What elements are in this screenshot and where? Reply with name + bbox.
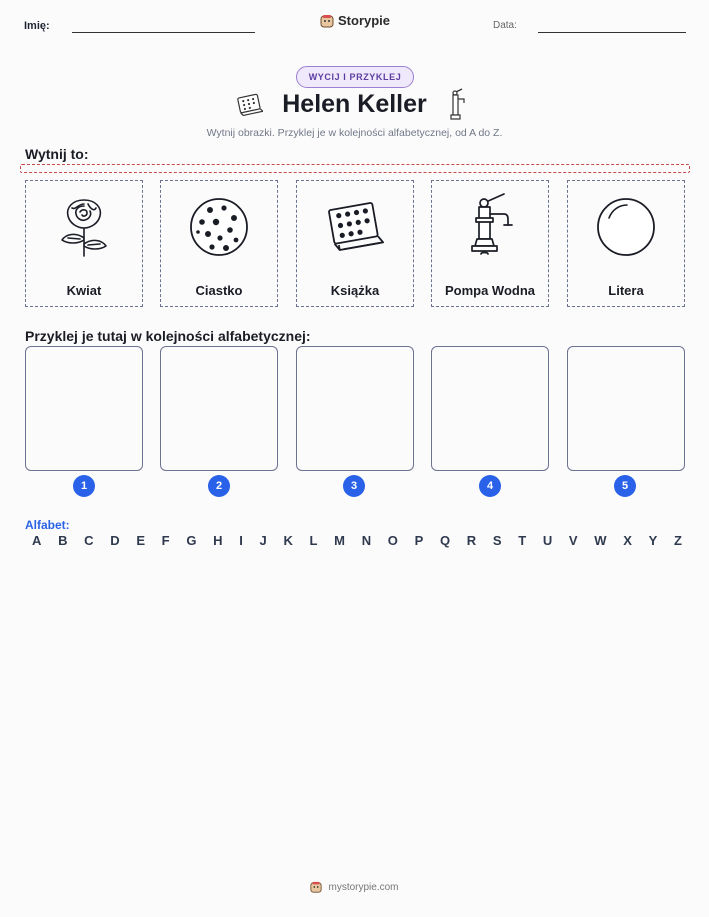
cut-line xyxy=(20,164,690,173)
alphabet-letter: K xyxy=(283,533,293,548)
brand-logo xyxy=(320,13,390,28)
date-field-line[interactable] xyxy=(538,32,686,33)
name-field-line[interactable] xyxy=(72,32,255,33)
alphabet-letter: P xyxy=(414,533,424,548)
alphabet-letter: M xyxy=(334,533,345,548)
order-number-4: 4 xyxy=(479,475,501,497)
alphabet-letter: Z xyxy=(673,533,682,548)
cut-card-litera[interactable] xyxy=(567,180,685,307)
paste-box-1[interactable] xyxy=(25,346,143,471)
alphabet-letter: Q xyxy=(439,533,451,548)
card-label: Ciastko xyxy=(195,283,243,298)
cut-card-pompa-wodna[interactable] xyxy=(431,180,549,307)
alphabet-letter: B xyxy=(58,533,68,548)
cookie-icon xyxy=(188,196,250,258)
alphabet-letter: E xyxy=(136,533,145,548)
storypie-mascot-icon xyxy=(320,14,334,28)
alphabet-letter: R xyxy=(466,533,477,548)
cut-card-kwiat[interactable] xyxy=(25,180,143,307)
card-label: Książka xyxy=(330,283,380,298)
instructions: Wytnij obrazki. Przyklej je w kolejności alfabetycznej, od A do Z. xyxy=(206,127,503,139)
alphabet-letter: L xyxy=(309,533,318,548)
paste-box-3[interactable] xyxy=(296,346,414,471)
alphabet-title: Alfabet: xyxy=(25,518,70,532)
paste-section-label: Przyklej je tutaj w kolejności alfabetycznej: xyxy=(25,328,311,344)
alphabet-letter: U xyxy=(542,533,553,548)
alphabet-letter: O xyxy=(387,533,398,548)
cut-section-label: Wytnij to: xyxy=(25,146,89,162)
alphabet-letter: H xyxy=(213,533,223,548)
order-number-5: 5 xyxy=(614,475,636,497)
circle-icon xyxy=(595,196,657,258)
order-number-3: 3 xyxy=(343,475,365,497)
order-number-2: 2 xyxy=(208,475,230,497)
alphabet-letter: J xyxy=(259,533,267,548)
cut-card-ciastko[interactable] xyxy=(160,180,278,307)
braille-book-icon xyxy=(324,198,386,256)
date-label: Data: xyxy=(493,20,517,31)
paste-box-2[interactable] xyxy=(160,346,278,471)
alphabet-letter: I xyxy=(239,533,243,548)
order-number-1: 1 xyxy=(73,475,95,497)
alphabet-letter: N xyxy=(361,533,372,548)
brand-name: Storypie xyxy=(338,13,391,28)
alphabet-letter: Y xyxy=(648,533,658,548)
card-label: Pompa Wodna xyxy=(444,283,536,298)
alphabet-letter: C xyxy=(84,533,94,548)
alphabet-letter: X xyxy=(623,533,632,548)
alphabet-letter: W xyxy=(594,533,607,548)
card-label: Litera xyxy=(608,283,644,298)
alphabet-letter: V xyxy=(568,533,578,548)
cut-card-ksiazka[interactable] xyxy=(296,180,414,307)
page-title: Helen Keller xyxy=(282,90,427,118)
alphabet-letter: S xyxy=(492,533,502,548)
alphabet-letter: G xyxy=(186,533,197,548)
footer-url[interactable]: mystorypie.com xyxy=(328,881,399,893)
storypie-mascot-icon xyxy=(310,881,322,893)
activity-badge: WYCIJ I PRZYKLEJ xyxy=(296,66,414,88)
alphabet-letter: D xyxy=(110,533,120,548)
paste-box-4[interactable] xyxy=(431,346,549,471)
alphabet-letter: F xyxy=(161,533,170,548)
water-pump-icon xyxy=(460,192,520,262)
alphabet-letter: T xyxy=(518,533,527,548)
alphabet-letter: A xyxy=(32,533,42,548)
alphabet-row xyxy=(32,533,682,548)
footer xyxy=(0,881,709,893)
card-label: Kwiat xyxy=(66,283,102,298)
paste-box-5[interactable] xyxy=(567,346,685,471)
name-label: Imię: xyxy=(24,20,50,32)
water-pump-icon xyxy=(445,88,471,122)
rose-icon xyxy=(54,194,114,260)
